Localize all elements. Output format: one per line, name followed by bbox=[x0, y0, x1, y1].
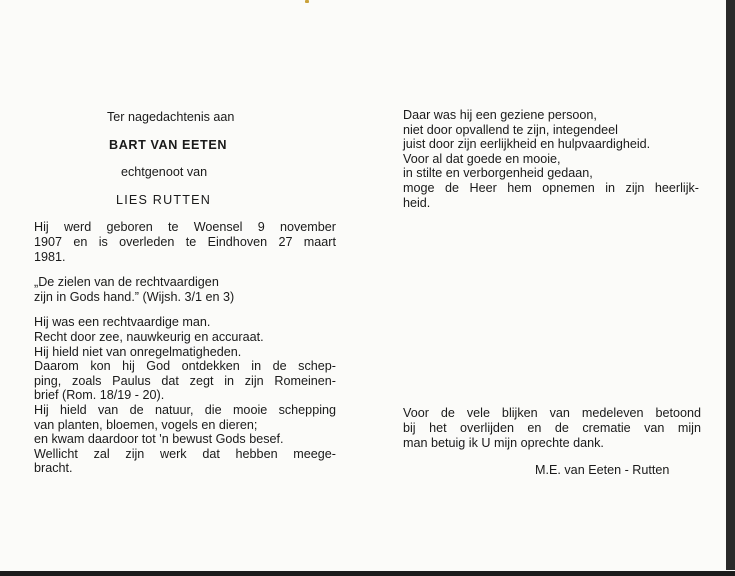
quote-line: „De zielen van de rechtvaardigen bbox=[34, 275, 219, 290]
bio-line: 1907 en is overleden te Eindhoven 27 maart bbox=[34, 234, 336, 249]
deceased-name: BART VAN EETEN bbox=[109, 137, 228, 152]
thanks-line: bij het overlijden en de crematie van mijn bbox=[403, 420, 701, 435]
poem-line: heid. bbox=[403, 195, 431, 210]
thanks-line: man betuig ik U mijn oprechte dank. bbox=[403, 435, 604, 450]
quote-line: zijn in Gods hand.” (Wijsh. 3/1 en 3) bbox=[34, 289, 235, 304]
poem-line: moge de Heer hem opnemen in zijn heerlijk- bbox=[403, 180, 699, 195]
thanks-line: Voor de vele blijken van medeleven betoond bbox=[403, 406, 701, 420]
body-line: Hij was een rechtvaardige man. bbox=[34, 315, 211, 330]
signature: M.E. van Eeten - Rutten bbox=[535, 463, 670, 477]
body-line: Daarom kon hij God ontdekken in de schep- bbox=[34, 359, 336, 374]
poem-line: Voor al dat goede en mooie, bbox=[403, 151, 561, 166]
body-line: van planten, bloemen, vogels en dieren; bbox=[34, 417, 258, 432]
body-line: bracht. bbox=[34, 461, 73, 476]
left-column bbox=[34, 110, 336, 476]
poem-line: in stilte en verborgenheid gedaan, bbox=[403, 166, 593, 181]
intro-text: Ter nagedachtenis aan bbox=[107, 110, 235, 124]
scan-edge-bottom bbox=[0, 571, 735, 576]
bio-line: 1981. bbox=[34, 249, 66, 264]
relation-text: echtgenoot van bbox=[121, 165, 208, 180]
thanks-block bbox=[403, 406, 701, 450]
body-line: Hij hield niet van onregelmatigheden. bbox=[34, 344, 242, 359]
poem-line: Daar was hij een geziene persoon, bbox=[403, 108, 597, 122]
right-column bbox=[403, 108, 699, 210]
poem-line: niet door opvallend te zijn, integendeel bbox=[403, 122, 618, 137]
body-line: brief (Rom. 18/19 - 20). bbox=[34, 388, 165, 403]
scan-edge-right bbox=[726, 0, 735, 570]
body-line: Wellicht zal zijn werk dat hebben meege- bbox=[34, 446, 336, 461]
corner-mark bbox=[305, 0, 309, 3]
bio-line: Hij werd geboren te Woensel 9 november bbox=[34, 220, 336, 235]
body-line: en kwam daardoor tot 'n bewust Gods besef. bbox=[34, 432, 284, 447]
body-line: Recht door zee, nauwkeurig en accuraat. bbox=[34, 329, 264, 344]
body-line: ping, zoals Paulus dat zegt in zijn Romeinen- bbox=[34, 373, 336, 388]
spouse-name: LIES RUTTEN bbox=[116, 192, 212, 207]
body-line: Hij hield van de natuur, die mooie schepping bbox=[34, 402, 336, 417]
poem-line: juist door zijn eerlijkheid en hulpvaardigheid. bbox=[403, 137, 651, 152]
